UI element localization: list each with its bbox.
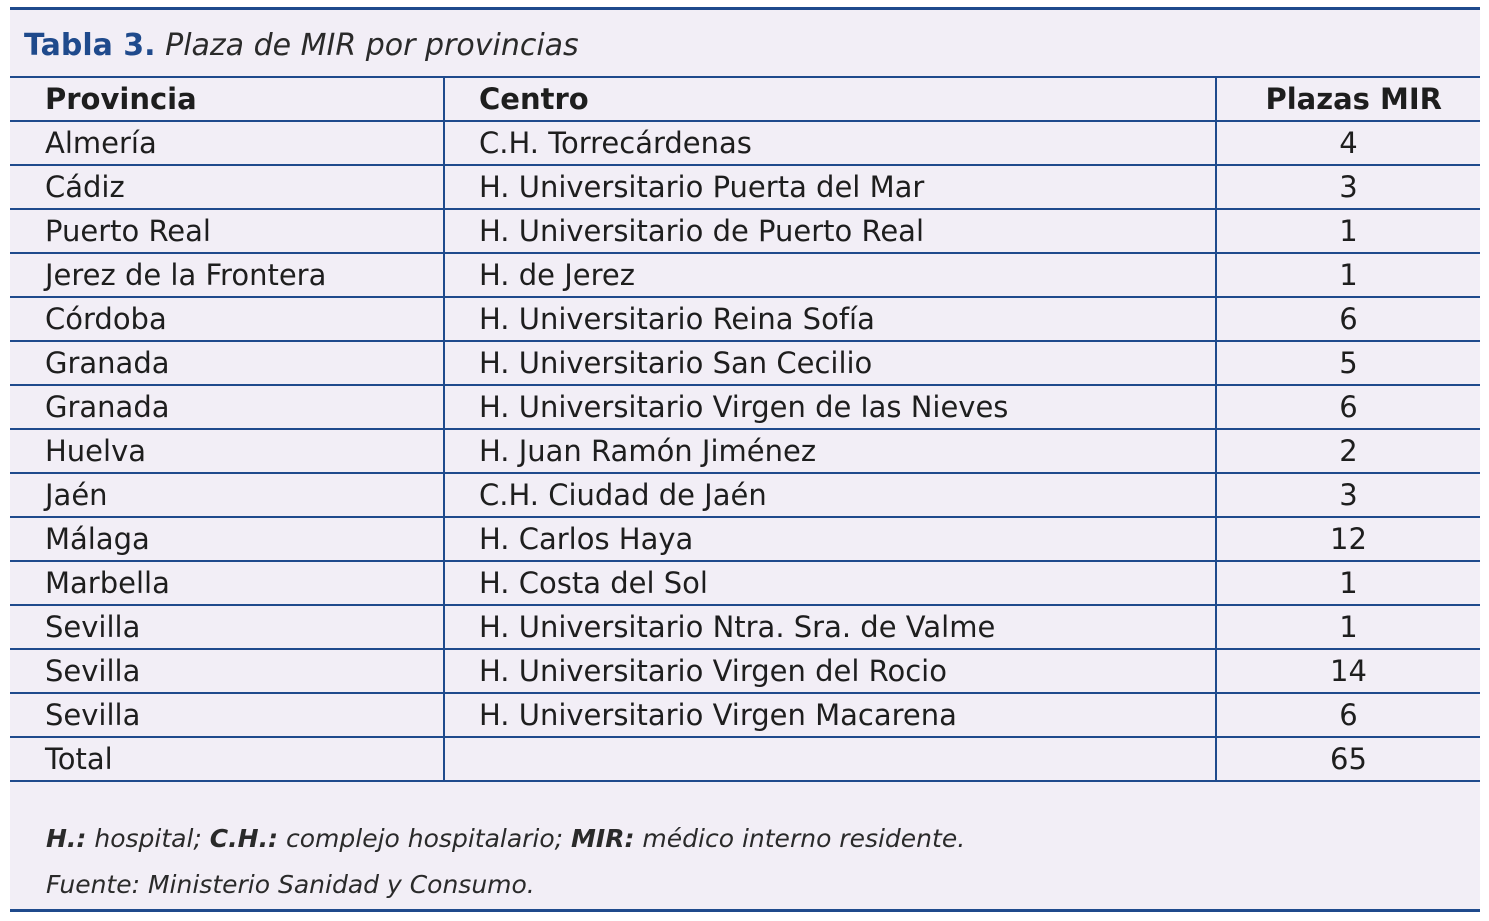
cell-centro: C.H. Torrecárdenas: [444, 121, 1216, 165]
cell-centro: H. Costa del Sol: [444, 561, 1216, 605]
abbr-h-text: hospital;: [86, 824, 210, 853]
cell-plazas: 3: [1216, 165, 1480, 209]
table-row: [10, 693, 1480, 737]
cell-provincia: Málaga: [10, 517, 444, 561]
table-panel: [10, 7, 1480, 912]
cell-centro: H. Universitario Virgen de las Nieves: [444, 385, 1216, 429]
table-row: [10, 561, 1480, 605]
abbreviations-note: [46, 816, 965, 862]
abbr-ch: C.H.:: [209, 824, 279, 853]
cell-provincia: Puerto Real: [10, 209, 444, 253]
cell-provincia: Granada: [10, 341, 444, 385]
table-row: [10, 517, 1480, 561]
cell-centro: H. Juan Ramón Jiménez: [444, 429, 1216, 473]
mir-table: [10, 76, 1480, 782]
total-value: 65: [1216, 737, 1480, 781]
total-centro: [444, 737, 1216, 781]
header-centro: Centro: [444, 77, 1216, 121]
cell-centro: H. Universitario Ntra. Sra. de Valme: [444, 605, 1216, 649]
header-plazas: Plazas MIR: [1216, 77, 1480, 121]
table-number: Tabla 3.: [24, 28, 156, 63]
table-row: [10, 473, 1480, 517]
table-row: [10, 297, 1480, 341]
cell-plazas: 2: [1216, 429, 1480, 473]
table-notes: [46, 816, 965, 908]
cell-provincia: Sevilla: [10, 605, 444, 649]
cell-plazas: 3: [1216, 473, 1480, 517]
cell-centro: H. de Jerez: [444, 253, 1216, 297]
cell-provincia: Cádiz: [10, 165, 444, 209]
table-caption: [24, 26, 579, 66]
cell-provincia: Jaén: [10, 473, 444, 517]
cell-plazas: 12: [1216, 517, 1480, 561]
cell-provincia: Sevilla: [10, 693, 444, 737]
cell-provincia: Córdoba: [10, 297, 444, 341]
table-row: [10, 605, 1480, 649]
cell-centro: H. Carlos Haya: [444, 517, 1216, 561]
table-title: Plaza de MIR por provincias: [165, 28, 579, 63]
table-row: [10, 121, 1480, 165]
total-row: [10, 737, 1480, 781]
cell-plazas: 1: [1216, 561, 1480, 605]
table-body: [10, 121, 1480, 781]
abbr-h: H.:: [46, 824, 87, 853]
cell-centro: H. Universitario San Cecilio: [444, 341, 1216, 385]
cell-plazas: 14: [1216, 649, 1480, 693]
cell-provincia: Almería: [10, 121, 444, 165]
cell-provincia: Marbella: [10, 561, 444, 605]
table-row: [10, 209, 1480, 253]
cell-centro: C.H. Ciudad de Jaén: [444, 473, 1216, 517]
table-row: [10, 253, 1480, 297]
total-label: Total: [10, 737, 444, 781]
table-row: [10, 385, 1480, 429]
cell-plazas: 6: [1216, 297, 1480, 341]
cell-centro: H. Universitario Reina Sofía: [444, 297, 1216, 341]
source-note: Fuente: Ministerio Sanidad y Consumo.: [46, 870, 535, 899]
table-row: [10, 165, 1480, 209]
cell-plazas: 1: [1216, 605, 1480, 649]
cell-plazas: 6: [1216, 693, 1480, 737]
cell-provincia: Huelva: [10, 429, 444, 473]
cell-centro: H. Universitario Virgen del Rocio: [444, 649, 1216, 693]
abbr-ch-text: complejo hospitalario;: [278, 824, 572, 853]
header-provincia: Provincia: [10, 77, 444, 121]
cell-plazas: 1: [1216, 253, 1480, 297]
abbr-mir-text: médico interno residente.: [634, 824, 966, 853]
abbr-mir: MIR:: [571, 824, 635, 853]
table-row: [10, 341, 1480, 385]
cell-centro: H. Universitario Virgen Macarena: [444, 693, 1216, 737]
cell-centro: H. Universitario de Puerto Real: [444, 209, 1216, 253]
table-row: [10, 649, 1480, 693]
header-row: [10, 77, 1480, 121]
cell-plazas: 4: [1216, 121, 1480, 165]
cell-provincia: Jerez de la Frontera: [10, 253, 444, 297]
cell-provincia: Sevilla: [10, 649, 444, 693]
table-row: [10, 429, 1480, 473]
cell-plazas: 1: [1216, 209, 1480, 253]
cell-provincia: Granada: [10, 385, 444, 429]
cell-centro: H. Universitario Puerta del Mar: [444, 165, 1216, 209]
cell-plazas: 6: [1216, 385, 1480, 429]
cell-plazas: 5: [1216, 341, 1480, 385]
